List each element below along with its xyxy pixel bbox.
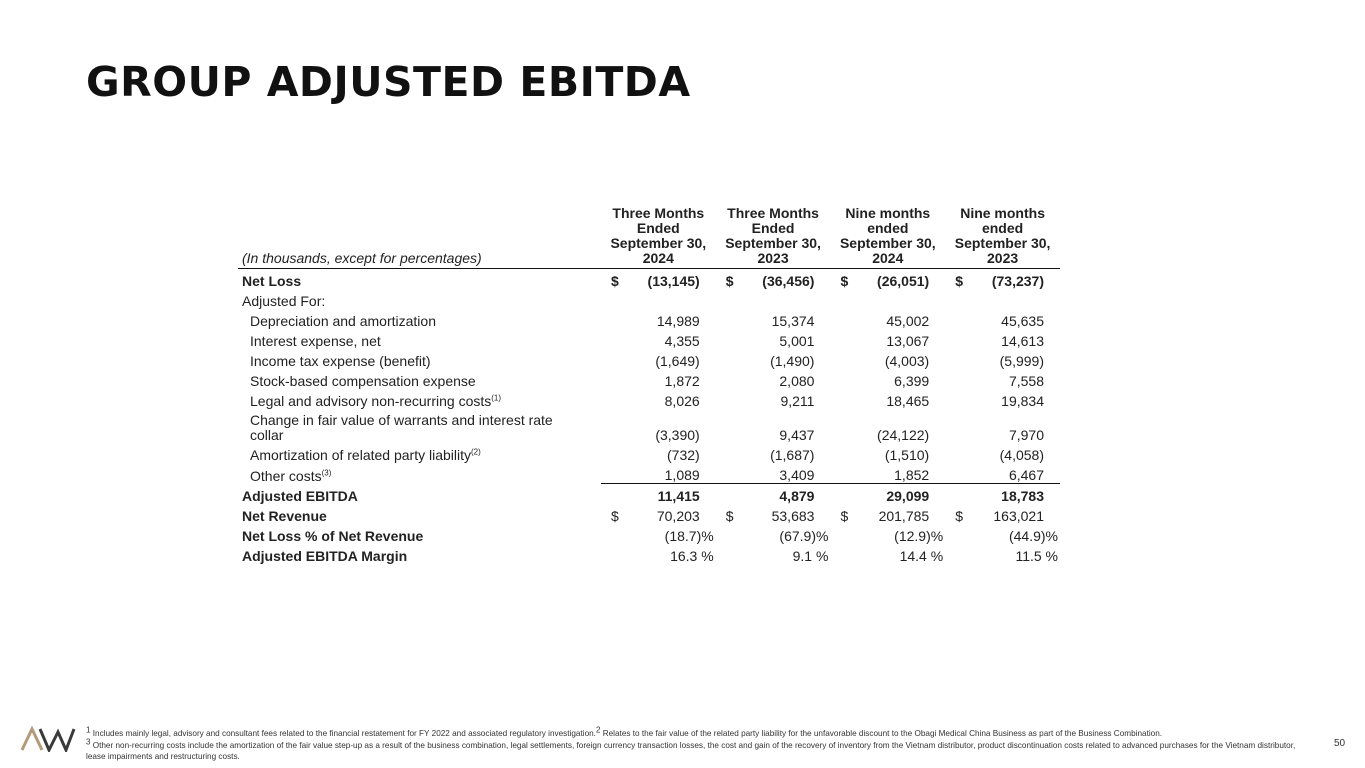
- footnotes: [86, 725, 1311, 763]
- cell-value: 14,613: [1001, 333, 1044, 349]
- cell-value: 4,355: [664, 333, 700, 349]
- table-row: [238, 443, 1060, 463]
- footnote-marker: 2: [595, 725, 601, 735]
- row-label: Income tax expense (benefit): [250, 353, 431, 369]
- row-label: Stock-based compensation expense: [250, 373, 476, 389]
- cell: [830, 504, 945, 524]
- table-row: [238, 349, 1060, 369]
- cell-value: 163,021: [993, 508, 1044, 524]
- cell-value: 5,001: [779, 333, 815, 349]
- currency-symbol: $: [725, 273, 734, 289]
- cell-value: 201,785: [878, 508, 930, 524]
- cell-value: 9,211: [780, 393, 815, 409]
- cell-value: (13,145): [647, 273, 700, 289]
- cell-value: 8,026: [664, 393, 700, 409]
- cell-value: 1,852: [894, 467, 930, 483]
- cell-value: 1,872: [664, 373, 700, 389]
- footnote-ref: (2): [471, 447, 481, 457]
- row-label: Change in fair value of warrants and interest rate collar: [250, 412, 553, 443]
- footnote-marker: 3: [86, 736, 91, 746]
- currency-symbol: $: [610, 273, 619, 289]
- cell-value: 45,635: [1001, 313, 1044, 329]
- column-header: Nine months ended September 30, 2024: [830, 206, 945, 269]
- company-logo: [20, 726, 76, 752]
- cell-value: 18,465: [886, 393, 930, 409]
- table-row: [238, 409, 1060, 443]
- cell: [830, 269, 945, 290]
- cell-value: (4,003): [884, 353, 930, 369]
- table-row: [238, 463, 1060, 484]
- currency-symbol: $: [725, 508, 734, 524]
- cell: [601, 269, 716, 290]
- table-row: [238, 389, 1060, 409]
- cell-value: 13,067: [886, 333, 930, 349]
- cell-value: (1,687): [770, 447, 815, 463]
- cell-value: 19,834: [1001, 393, 1044, 409]
- cell-value: (26,051): [877, 273, 930, 289]
- units-label: (In thousands, except for percentages): [238, 206, 601, 269]
- footnote-2: Relates to the fair value of the related party liability for the unfavorable discount to the Obagi Medical China Business as part of the Business Combination.: [602, 729, 1163, 738]
- cell-value: 11.5 %: [1015, 548, 1058, 564]
- cell-value: (73,237): [991, 273, 1044, 289]
- page-number: 50: [1334, 738, 1346, 749]
- footnote-line: [86, 725, 1311, 740]
- cell-value: (1,490): [770, 353, 815, 369]
- cell-value: 11,415: [601, 484, 716, 505]
- table-row: [238, 524, 1060, 544]
- cell-value: 29,099: [830, 484, 945, 505]
- cell-value: (18.7)%: [664, 528, 714, 544]
- cell-value: (4,058): [999, 447, 1044, 463]
- table-header-row: [238, 206, 1060, 269]
- table-row: [238, 504, 1060, 524]
- cell-value: (5,999): [999, 353, 1044, 369]
- cell-value: (12.9)%: [894, 528, 944, 544]
- table-row: [238, 484, 1060, 505]
- cell-value: 45,002: [886, 313, 930, 329]
- footnote-ref: (1): [491, 393, 502, 403]
- cell-value: 9.1 %: [792, 548, 829, 564]
- row-label: Net Loss % of Net Revenue: [242, 528, 424, 544]
- cell-value: (1,649): [655, 353, 700, 369]
- currency-symbol: $: [840, 273, 849, 289]
- cell-value: (1,510): [884, 447, 930, 463]
- cell-value: 2,080: [779, 373, 815, 389]
- cell: [716, 504, 831, 524]
- cell-value: 14,989: [656, 313, 700, 329]
- cell-value: 16.3 %: [670, 548, 714, 564]
- footnote-1: Includes mainly legal, advisory and consultant fees related to the financial restatement for FY 2022 and associated regulatory investigation.: [92, 729, 596, 738]
- currency-symbol: $: [955, 273, 963, 289]
- table-row: [238, 544, 1060, 564]
- cell: [716, 269, 831, 290]
- footnote-ref: (3): [321, 467, 332, 477]
- cell-value: 14.4 %: [899, 548, 944, 564]
- table-row: [238, 309, 1060, 329]
- row-label: Other costs: [250, 467, 322, 484]
- row-label: Net Loss: [242, 273, 302, 289]
- footnote-3: Other non-recurring costs include the amortization of the fair value step-up as a result of the business combination, legal settlements, foreign currency transaction losses, the cost and gain of the recovery of inventory from the Vietnam distributor, product discontinuation costs related to advanced purchases for the Vietnam distributor, lease impairments and restructuring costs.: [86, 740, 1296, 761]
- cell-value: (67.9)%: [779, 528, 829, 544]
- row-label-cell: [238, 389, 601, 409]
- cell-value: 7,558: [1008, 373, 1044, 389]
- cell: [601, 504, 716, 524]
- row-label: Adjusted EBITDA: [242, 488, 358, 504]
- column-header: Three Months Ended September 30, 2023: [716, 206, 831, 269]
- row-label: Amortization of related party liability: [250, 447, 471, 463]
- cell-value: (44.9)%: [1008, 528, 1058, 544]
- cell-value: 6,467: [1008, 467, 1044, 483]
- cell-value: (732): [667, 447, 700, 463]
- row-label: Adjusted EBITDA Margin: [242, 548, 408, 564]
- cell-value: 7,970: [1008, 427, 1044, 443]
- cell-value: (36,456): [762, 273, 815, 289]
- cell-value: 6,399: [894, 373, 930, 389]
- cell-value: 70,203: [656, 508, 700, 524]
- cell-value: 9,437: [779, 427, 815, 443]
- page-title: GROUP ADJUSTED EBITDA: [86, 58, 691, 106]
- row-label-cell: [238, 463, 601, 484]
- footnote-line: [86, 736, 1311, 763]
- column-header: Nine months ended September 30, 2023: [945, 206, 1060, 269]
- column-header: Three Months Ended September 30, 2024: [601, 206, 716, 269]
- currency-symbol: $: [610, 508, 619, 524]
- cell-value: (24,122): [877, 427, 930, 443]
- cell-value: 1,089: [664, 467, 700, 483]
- currency-symbol: $: [840, 508, 849, 524]
- financial-table: [238, 206, 1060, 564]
- cell-value: 53,683: [771, 508, 815, 524]
- cell: [945, 269, 1060, 290]
- cell: [945, 504, 1060, 524]
- row-label: Adjusted For:: [242, 293, 326, 309]
- cell-value: (3,390): [655, 427, 700, 443]
- cell-value: 3,409: [779, 467, 815, 483]
- cell-value: 4,879: [716, 484, 831, 505]
- cell-value: 18,783: [945, 484, 1060, 505]
- table-row: [238, 329, 1060, 349]
- footnote-marker: 1: [86, 725, 91, 735]
- row-label: Legal and advisory non-recurring costs: [250, 393, 492, 409]
- currency-symbol: $: [955, 508, 963, 524]
- row-label: Interest expense, net: [250, 333, 381, 349]
- row-label-cell: [238, 443, 601, 463]
- cell-value: 15,374: [771, 313, 815, 329]
- table-row: [238, 369, 1060, 389]
- row-label: Depreciation and amortization: [250, 313, 436, 329]
- table-row: [238, 269, 1060, 290]
- row-label: Net Revenue: [242, 508, 327, 524]
- table-row: [238, 289, 1060, 309]
